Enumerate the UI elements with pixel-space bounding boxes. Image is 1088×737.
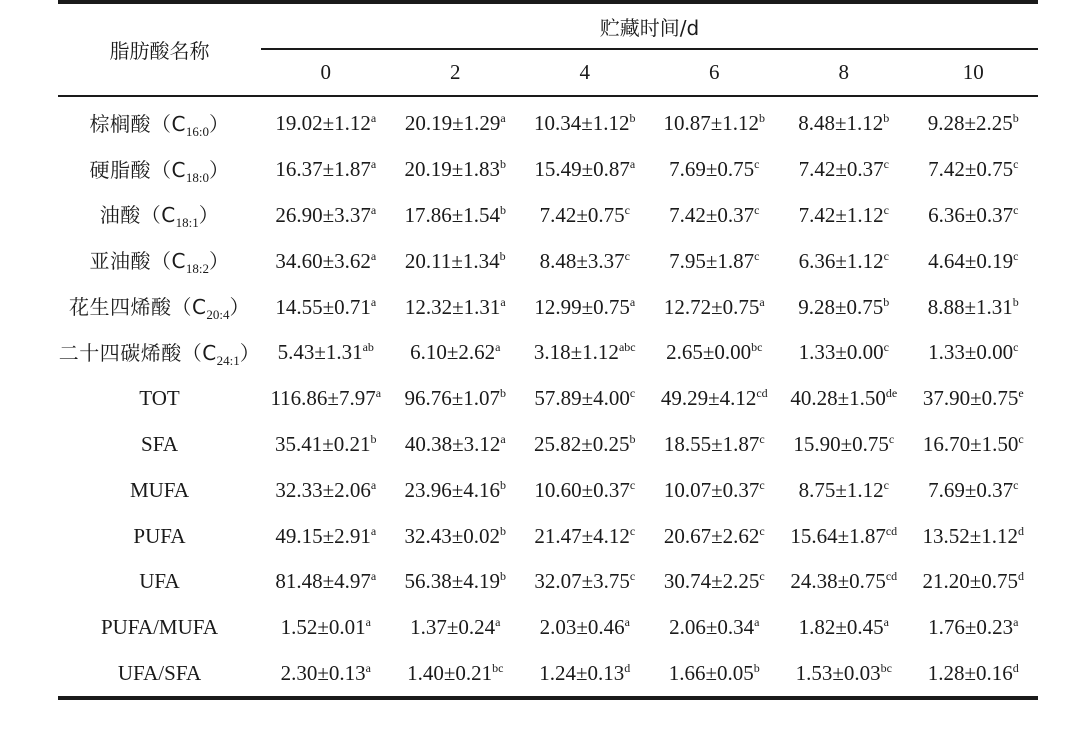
mean-sd-value: 8.88±1.31 [927,294,1013,319]
mean-sd-value: 8.75±1.12 [798,477,884,502]
significance-letter: cd [885,569,898,584]
significance-letter: c [629,569,636,584]
significance-letter: a [629,294,636,309]
table-row [58,467,1038,513]
significance-letter: a [370,477,377,492]
fatty-acid-label: 硬脂酸（C [89,157,186,182]
mean-sd-value: 24.38±0.75 [790,569,886,594]
significance-letter: a [370,569,377,584]
significance-letter: a [370,523,377,538]
closing-paren: ） [229,295,251,320]
fatty-acid-name [58,147,261,193]
value-cell [520,376,650,422]
significance-letter: a [370,294,377,309]
mean-sd-value: 7.42±0.37 [669,202,755,227]
significance-letter: a [365,660,371,675]
value-cell [520,96,650,147]
mean-sd-value: 19.02±1.12 [275,111,371,136]
carbon-notation-subscript: 18:0 [185,169,210,185]
significance-letter: de [885,386,898,401]
value-cell [650,147,780,193]
value-cell [261,559,391,605]
mean-sd-value: 1.53±0.03 [795,660,881,685]
significance-letter: c [629,477,636,492]
closing-paren: ） [209,111,230,136]
value-cell [650,651,780,699]
significance-letter: c [883,202,889,217]
significance-letter: a [500,431,506,446]
carbon-notation-subscript: 20:4 [206,307,230,323]
value-cell [391,284,521,330]
mean-sd-value: 7.42±0.75 [539,202,625,227]
value-cell [779,376,909,422]
mean-sd-value: 15.49±0.87 [534,157,630,182]
day-header: 8 [779,49,909,96]
fatty-acid-label: 二十四碳烯酸（C [58,340,217,365]
value-cell [520,467,650,513]
mean-sd-value: 56.38±4.19 [404,569,501,594]
mean-sd-value: 25.82±0.25 [533,431,630,456]
significance-letter: a [883,615,889,630]
significance-letter: a [375,386,382,401]
significance-letter: b [1012,294,1019,309]
value-cell [391,513,521,559]
value-cell [520,513,650,559]
significance-letter: a [370,157,377,172]
mean-sd-value: 9.28±0.75 [798,294,884,319]
fatty-acid-name [58,467,261,513]
significance-letter: b [1012,111,1019,126]
significance-letter: d [1018,569,1025,584]
mean-sd-value: 34.60±3.62 [275,248,371,273]
value-cell [909,193,1039,239]
mean-sd-value: 13.52±1.12 [922,523,1019,548]
value-cell [650,238,780,284]
significance-letter: a [370,111,377,126]
day-header: 0 [261,49,391,96]
mean-sd-value: 1.33±0.00 [798,340,884,365]
table-row [58,193,1038,239]
fatty-acid-label: PUFA/MUFA [100,615,219,640]
value-cell [650,467,780,513]
mean-sd-value: 26.90±3.37 [275,202,371,227]
value-cell [520,193,650,239]
significance-letter: c [759,477,765,492]
value-cell [650,330,780,376]
value-cell [909,422,1039,468]
significance-letter: c [754,248,760,263]
closing-paren: ） [209,249,230,274]
closing-paren: ） [198,203,220,228]
significance-letter: a [365,615,371,630]
fatty-acid-table [58,0,1038,700]
significance-letter: a [500,111,506,126]
significance-letter: c [883,248,889,263]
value-cell [261,330,391,376]
table-row [58,559,1038,605]
significance-letter: d [624,660,631,675]
table-body [58,96,1038,698]
significance-letter: b [370,431,377,446]
significance-letter: cd [756,386,768,401]
value-cell [520,147,650,193]
fatty-acid-label: 棕榈酸（C [89,111,186,136]
mean-sd-value: 20.11±1.34 [404,248,500,273]
mean-sd-value: 2.30±0.13 [280,660,366,685]
mean-sd-value: 21.47±4.12 [534,523,630,548]
table-row [58,513,1038,559]
value-cell [520,330,650,376]
value-cell [909,238,1039,284]
closing-paren: ） [209,157,230,182]
mean-sd-value: 17.86±1.54 [404,202,501,227]
table-row [58,330,1038,376]
mean-sd-value: 6.36±0.37 [928,202,1014,227]
mean-sd-value: 14.55±0.71 [275,294,371,319]
value-cell [909,467,1039,513]
value-cell [779,238,909,284]
value-cell [261,651,391,699]
value-cell [650,284,780,330]
mean-sd-value: 5.43±1.31 [277,340,363,365]
significance-letter: b [759,111,766,126]
carbon-notation-subscript: 18:2 [185,261,210,277]
mean-sd-value: 21.20±0.75 [922,569,1019,594]
significance-letter: bc [751,340,763,355]
fatty-acid-name [58,605,261,651]
significance-letter: c [888,431,895,446]
significance-letter: c [624,202,630,217]
value-cell [520,238,650,284]
mean-sd-value: 12.99±0.75 [534,294,630,319]
significance-letter: a [629,157,636,172]
mean-sd-value: 40.28±1.50 [790,386,886,411]
mean-sd-value: 1.76±0.23 [928,615,1014,640]
value-cell [779,147,909,193]
mean-sd-value: 18.55±1.87 [663,431,760,456]
mean-sd-value: 15.64±1.87 [790,523,886,548]
value-cell [391,467,521,513]
table-row [58,605,1038,651]
significance-letter: c [754,157,760,172]
mean-sd-value: 35.41±0.21 [274,431,371,456]
table-row [58,96,1038,147]
mean-sd-value: 8.48±1.12 [798,111,884,136]
mean-sd-value: 9.28±2.25 [927,111,1013,136]
value-cell [391,193,521,239]
significance-letter: b [500,202,507,217]
value-cell [261,605,391,651]
mean-sd-value: 49.29±4.12 [660,386,757,411]
value-cell [779,330,909,376]
fatty-acid-label: 油酸（C [99,203,176,228]
mean-sd-value: 1.40±0.21 [407,660,493,685]
significance-letter: c [883,157,889,172]
significance-letter: b [883,294,890,309]
value-cell [650,96,780,147]
significance-letter: c [629,523,636,538]
value-cell [391,651,521,699]
value-cell [779,559,909,605]
fatty-acid-name [58,422,261,468]
value-cell [391,96,521,147]
value-cell [520,605,650,651]
significance-letter: a [495,615,501,630]
value-cell [779,513,909,559]
significance-letter: c [759,523,765,538]
mean-sd-value: 6.36±1.12 [798,248,884,273]
value-cell [650,422,780,468]
value-cell [391,605,521,651]
significance-letter: e [1018,386,1024,401]
closing-paren: ） [239,340,261,365]
value-cell [391,330,521,376]
significance-letter: b [500,569,507,584]
value-cell [909,559,1039,605]
value-cell [520,284,650,330]
significance-letter: bc [492,660,504,675]
fatty-acid-name [58,559,261,605]
significance-letter: c [1018,431,1024,446]
value-cell [909,330,1039,376]
mean-sd-value: 16.37±1.87 [275,157,371,182]
mean-sd-value: 23.96±4.16 [404,477,501,502]
significance-letter: a [624,615,630,630]
header-row-group [58,2,1038,49]
mean-sd-value: 2.06±0.34 [669,615,755,640]
carbon-notation-subscript: 16:0 [185,123,210,139]
value-cell [261,376,391,422]
significance-letter: d [1012,660,1019,675]
significance-letter: a [370,202,377,217]
value-cell [391,238,521,284]
mean-sd-value: 81.48±4.97 [275,569,371,594]
storage-time-header: 贮藏时间/d [261,2,1038,49]
mean-sd-value: 32.43±0.02 [404,523,501,548]
mean-sd-value: 1.52±0.01 [280,615,366,640]
value-cell [779,467,909,513]
mean-sd-value: 1.66±0.05 [668,660,754,685]
significance-letter: a [370,248,377,263]
row-label-header: 脂肪酸名称 [58,2,261,96]
fatty-acid-name [58,193,261,239]
value-cell [520,422,650,468]
mean-sd-value: 7.69±0.75 [669,157,755,182]
mean-sd-value: 10.87±1.12 [663,111,760,136]
significance-letter: b [629,111,636,126]
significance-letter: c [629,386,636,401]
value-cell [779,193,909,239]
mean-sd-value: 116.86±7.97 [270,386,376,411]
fatty-acid-name [58,96,261,147]
table-row [58,147,1038,193]
fatty-acid-label: PUFA [133,523,186,548]
day-header: 6 [650,49,780,96]
fatty-acid-name [58,651,261,699]
mean-sd-value: 15.90±0.75 [793,431,889,456]
mean-sd-value: 3.18±1.12 [533,340,619,365]
fatty-acid-label: UFA [139,569,180,594]
significance-letter: b [500,386,507,401]
value-cell [261,467,391,513]
value-cell [650,193,780,239]
fatty-acid-label: 亚油酸（C [89,249,186,274]
significance-letter: b [500,157,507,172]
day-header: 2 [391,49,521,96]
value-cell [261,96,391,147]
significance-letter: c [1013,340,1019,355]
mean-sd-value: 1.33±0.00 [928,340,1014,365]
mean-sd-value: 57.89±4.00 [534,386,630,411]
significance-letter: ab [362,340,374,355]
fatty-acid-name [58,284,261,330]
value-cell [779,605,909,651]
mean-sd-value: 1.24±0.13 [539,660,625,685]
table-row [58,651,1038,699]
value-cell [261,147,391,193]
mean-sd-value: 7.95±1.87 [669,248,755,273]
day-header: 4 [520,49,650,96]
significance-letter: c [754,202,760,217]
table-row [58,284,1038,330]
mean-sd-value: 49.15±2.91 [275,523,371,548]
value-cell [261,238,391,284]
mean-sd-value: 37.90±0.75 [922,386,1019,411]
significance-letter: a [495,340,501,355]
value-cell [650,376,780,422]
significance-letter: b [499,248,506,263]
table-row [58,376,1038,422]
value-cell [909,147,1039,193]
mean-sd-value: 7.42±0.37 [798,157,884,182]
value-cell [650,513,780,559]
significance-letter: a [759,294,765,309]
fatty-acid-label: SFA [141,431,178,456]
fatty-acid-label: MUFA [129,477,190,502]
value-cell [391,422,521,468]
significance-letter: c [1013,248,1019,263]
value-cell [650,605,780,651]
significance-letter: c [624,248,630,263]
value-cell [261,422,391,468]
significance-letter: b [629,431,636,446]
table-row [58,238,1038,284]
significance-letter: c [1013,477,1019,492]
mean-sd-value: 1.28±0.16 [927,660,1013,685]
mean-sd-value: 20.19±1.83 [404,157,501,182]
mean-sd-value: 16.70±1.50 [922,431,1019,456]
mean-sd-value: 2.03±0.46 [539,615,625,640]
fatty-acid-name [58,330,261,376]
mean-sd-value: 10.60±0.37 [534,477,630,502]
value-cell [261,193,391,239]
significance-letter: a [500,294,506,309]
mean-sd-value: 20.19±1.29 [404,111,501,136]
fatty-acid-name [58,513,261,559]
fatty-acid-table-container [58,0,1038,700]
value-cell [909,605,1039,651]
significance-letter: cd [885,523,898,538]
significance-letter: c [1013,157,1019,172]
mean-sd-value: 10.07±0.37 [663,477,760,502]
value-cell [391,376,521,422]
value-cell [261,284,391,330]
mean-sd-value: 40.38±3.12 [404,431,501,456]
value-cell [909,513,1039,559]
carbon-notation-subscript: 18:1 [175,215,199,231]
significance-letter: a [754,615,760,630]
mean-sd-value: 7.69±0.37 [928,477,1014,502]
significance-letter: bc [880,660,892,675]
mean-sd-value: 2.65±0.00 [666,340,752,365]
mean-sd-value: 32.33±2.06 [275,477,371,502]
significance-letter: b [753,660,760,675]
value-cell [909,651,1039,699]
fatty-acid-label: TOT [139,386,180,411]
mean-sd-value: 4.64±0.19 [928,248,1014,273]
significance-letter: c [759,569,765,584]
mean-sd-value: 96.76±1.07 [404,386,501,411]
significance-letter: a [1013,615,1019,630]
fatty-acid-label: 花生四烯酸（C [68,295,207,320]
significance-letter: d [1018,523,1025,538]
significance-letter: abc [618,340,636,355]
value-cell [779,422,909,468]
significance-letter: c [759,431,765,446]
mean-sd-value: 12.72±0.75 [663,294,760,319]
value-cell [520,559,650,605]
value-cell [779,96,909,147]
mean-sd-value: 7.42±0.75 [928,157,1014,182]
mean-sd-value: 8.48±3.37 [539,248,625,273]
fatty-acid-name [58,376,261,422]
significance-letter: c [883,340,889,355]
mean-sd-value: 1.82±0.45 [798,615,884,640]
value-cell [391,147,521,193]
value-cell [391,559,521,605]
value-cell [520,651,650,699]
mean-sd-value: 12.32±1.31 [404,294,501,319]
significance-letter: c [1013,202,1019,217]
fatty-acid-name [58,238,261,284]
mean-sd-value: 30.74±2.25 [663,569,760,594]
significance-letter: b [883,111,890,126]
significance-letter: c [883,477,889,492]
mean-sd-value: 6.10±2.62 [410,340,496,365]
value-cell [779,651,909,699]
mean-sd-value: 10.34±1.12 [533,111,630,136]
mean-sd-value: 7.42±1.12 [798,202,884,227]
value-cell [909,376,1039,422]
mean-sd-value: 20.67±2.62 [663,523,760,548]
value-cell [650,559,780,605]
mean-sd-value: 1.37±0.24 [410,615,496,640]
day-header: 10 [909,49,1039,96]
significance-letter: b [500,477,507,492]
fatty-acid-label: UFA/SFA [117,660,202,685]
significance-letter: b [500,523,507,538]
table-row [58,422,1038,468]
value-cell [779,284,909,330]
value-cell [909,284,1039,330]
carbon-notation-subscript: 24:1 [216,352,240,368]
mean-sd-value: 32.07±3.75 [534,569,630,594]
value-cell [909,96,1039,147]
value-cell [261,513,391,559]
